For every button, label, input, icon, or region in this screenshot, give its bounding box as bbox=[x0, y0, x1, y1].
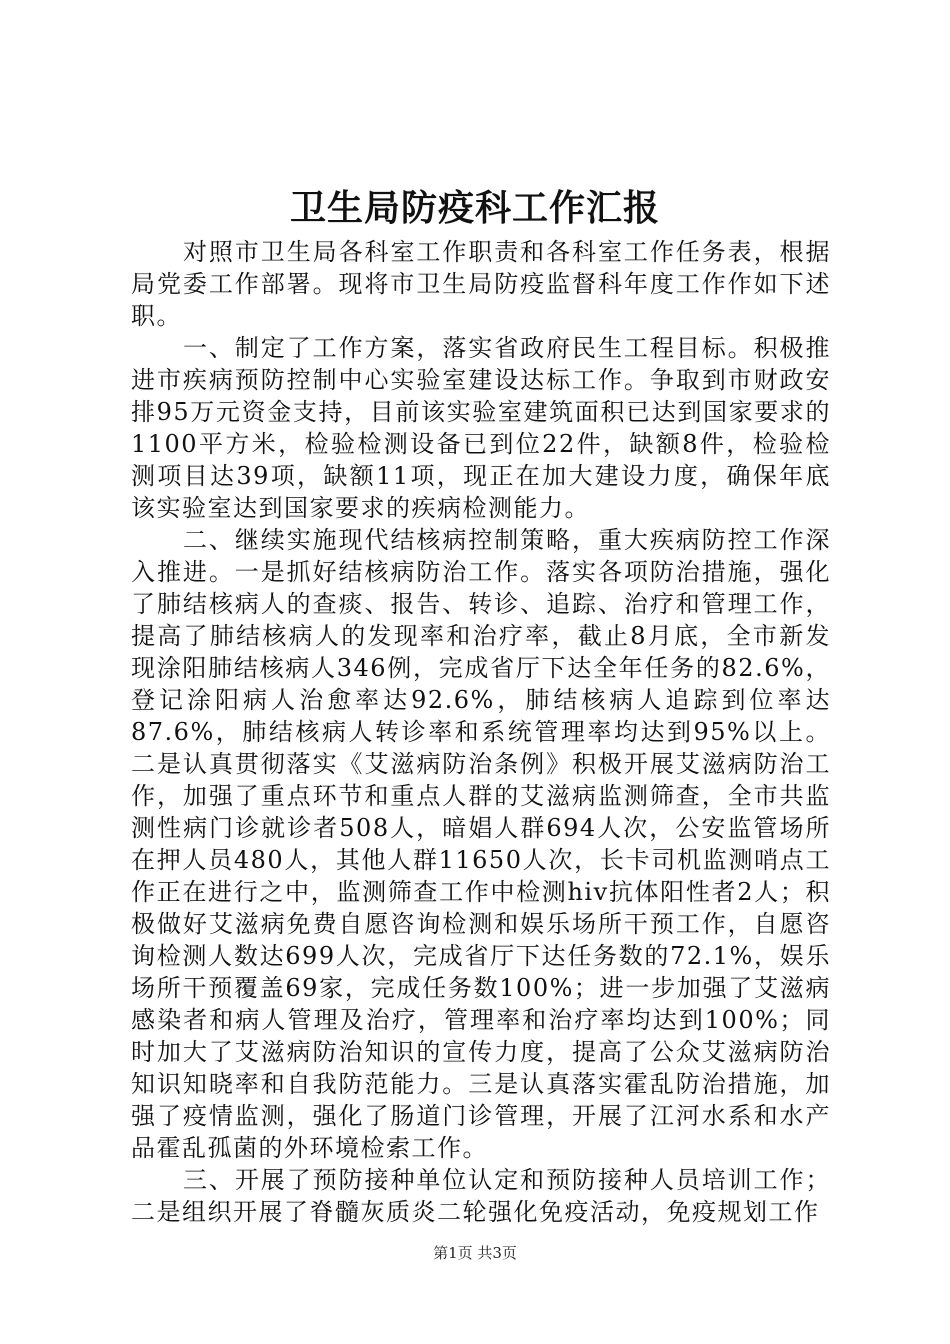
document-title: 卫生局防疫科工作汇报 bbox=[289, 187, 660, 229]
page-footer: 第1页 共3页 bbox=[433, 1244, 517, 1262]
paragraph-section-1: 一、制定了工作方案，落实省政府民生工程目标。积极推进市疾病预防控制中心实验室建设达标工作。争取到市财政安排95万元资金支持，目前该实验室建筑面积已达到国家要求的1100平方米，检验检测设备已到位22件，缺额8件，检验检测项目达39项，缺额11项，现正在加大建设力度，确保年底该实验室达到国家要求的疾病检测能力。 bbox=[131, 334, 831, 522]
document-body bbox=[131, 236, 831, 1228]
paragraph-section-2: 二、继续实施现代结核病控制策略，重大疾病防控工作深入推进。一是抓好结核病防治工作。落实各项防治措施，强化了肺结核病人的查痰、报告、转诊、追踪、治疗和管理工作，提高了肺结核病人的发现率和治疗率，截止8月底，全市新发现涂阳肺结核病人346例，完成省厅下达全年任务的82.6%，登记涂阳病人治愈率达92.6%，肺结核病人追踪到位率达87.6%，肺结核病人转诊率和系统管理率均达到95%以上。二是认真贯彻落实《艾滋病防治条例》积极开展艾滋病防治工作，加强了重点环节和重点人群的艾滋病监测筛查，全市共监测性病门诊就诊者508人，暗娼人群694人次，公安监管场所在押人员480人，其他人群11650人次，长卡司机监测哨点工作正在进行之中，监测筛查工作中检测hiv抗体阳性者2人；积极做好艾滋病免费自愿咨询检测和娱乐场所干预工作，自愿咨询检测人数达699人次，完成省厅下达任务数的72.1%，娱乐场所干预覆盖69家，完成任务数100%；进一步加强了艾滋病感染者和病人管理及治疗，管理率和治疗率均达到100%；同时加大了艾滋病防治知识的宣传力度，提高了公众艾滋病防治知识知晓率和自我防范能力。三是认真落实霍乱防治措施，加强了疫情监测，强化了肠道门诊管理，开展了江河水系和水产品霍乱孤菌的外环境检索工作。 bbox=[131, 526, 831, 1162]
paragraph-intro: 对照市卫生局各科室工作职责和各科室工作任务表，根据局党委工作部署。现将市卫生局防疫监督科年度工作作如下述职。 bbox=[131, 238, 831, 330]
paragraph-section-3: 三、开展了预防接种单位认定和预防接种人员培训工作；二是组织开展了脊髓灰质炎二轮强化免疫活动，免疫规划工作 bbox=[131, 1166, 831, 1226]
